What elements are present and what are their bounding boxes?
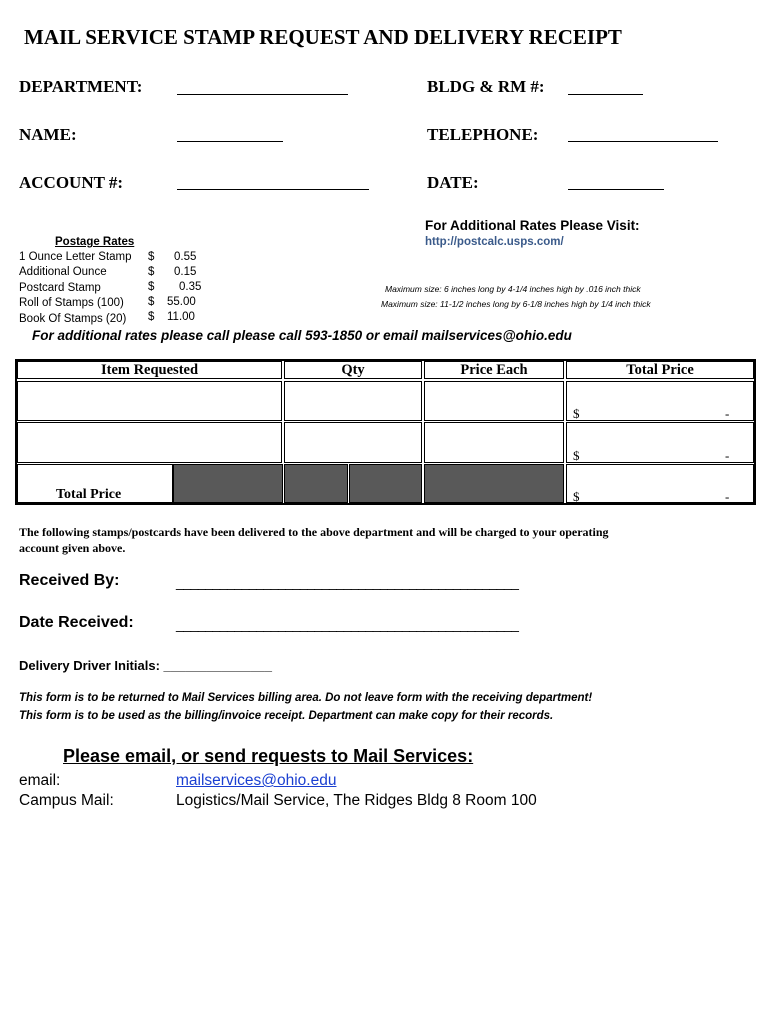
rate-name: Postcard Stamp — [19, 282, 101, 294]
telephone-field[interactable] — [568, 141, 718, 142]
header-total-price: Total Price — [626, 362, 694, 378]
rate-name: Additional Ounce — [19, 266, 107, 278]
grand-total-cell — [566, 464, 754, 503]
driver-initials-field[interactable]: Delivery Driver Initials: _______________ — [19, 658, 272, 673]
total-cell — [566, 422, 754, 463]
account-label: ACCOUNT #: — [19, 173, 124, 192]
rate-currency: $ — [148, 251, 155, 263]
total-label-cell — [17, 464, 173, 503]
item-cell[interactable] — [17, 381, 282, 421]
header-cell — [424, 361, 564, 379]
header-cell — [17, 361, 282, 379]
bldg-rm-field[interactable] — [568, 94, 643, 95]
header-cell — [284, 361, 422, 379]
rate-currency: $ — [148, 296, 155, 308]
shaded-cell — [173, 464, 283, 503]
grand-total-label: Total Price — [56, 487, 122, 502]
letter-max-size: Maximum size: 11-1/2 inches long by 6-1/8 inches high by 1/4 inch thick — [381, 299, 651, 309]
rate-price: 55.00 — [167, 296, 196, 308]
header-qty: Qty — [341, 362, 365, 378]
shaded-cell — [424, 464, 564, 503]
grand-total-value: - — [725, 489, 730, 504]
total-value: - — [725, 406, 730, 421]
date-label: DATE: — [427, 173, 479, 192]
department-field[interactable] — [177, 94, 348, 95]
shaded-cell — [349, 464, 422, 503]
postage-rates-heading: Postage Rates — [55, 236, 135, 248]
rate-currency: $ — [148, 311, 155, 323]
received-by-label: Received By: — [19, 572, 120, 589]
phone-note: For additional rates please call please call 593-1850 or email mailservices@ohio.edu — [32, 328, 572, 343]
return-note: This form is to be used as the billing/invoice receipt. Department can make copy for their records. — [19, 710, 554, 722]
postcalc-link[interactable]: http://postcalc.usps.com/ — [425, 236, 564, 248]
name-label: NAME: — [19, 125, 77, 144]
name-field[interactable] — [177, 141, 283, 142]
email-label: email: — [19, 772, 61, 789]
total-currency: $ — [573, 448, 580, 463]
price-each-cell[interactable] — [424, 381, 564, 421]
rate-currency: $ — [148, 281, 155, 293]
grand-total-currency: $ — [573, 489, 580, 504]
item-cell[interactable] — [17, 422, 282, 463]
account-field[interactable] — [177, 189, 369, 190]
rate-price: 0.15 — [174, 266, 197, 278]
send-requests-heading: Please email, or send requests to Mail Services: — [63, 746, 474, 766]
header-item: Item Requested — [100, 362, 199, 378]
rate-price: 0.35 — [179, 281, 202, 293]
rate-name: 1 Ounce Letter Stamp — [19, 251, 132, 263]
additional-rates-heading: For Additional Rates Please Visit: — [425, 218, 640, 233]
header-price-each: Price Each — [460, 362, 528, 378]
email-link[interactable]: mailservices@ohio.edu — [176, 772, 337, 789]
received-by-field[interactable]: _______________________________________________ — [176, 574, 519, 590]
delivery-notice: The following stamps/postcards have been delivered to the above department and will be charged to your operating account given above. — [19, 525, 609, 555]
total-currency: $ — [573, 406, 580, 421]
rate-currency: $ — [148, 266, 155, 278]
date-field[interactable] — [568, 189, 664, 190]
bldg-rm-label: BLDG & RM #: — [427, 77, 545, 96]
total-value: - — [725, 448, 730, 463]
rate-price: 11.00 — [167, 311, 195, 323]
campus-mail-address: Logistics/Mail Service, The Ridges Bldg 8 Room 100 — [176, 792, 537, 809]
header-cell — [566, 361, 754, 379]
qty-cell[interactable] — [284, 381, 422, 421]
total-cell — [566, 381, 754, 421]
rate-price: 0.55 — [174, 251, 197, 263]
telephone-label: TELEPHONE: — [427, 125, 539, 144]
form-title: MAIL SERVICE STAMP REQUEST AND DELIVERY RECEIPT — [24, 25, 622, 49]
rate-name: Roll of Stamps (100) — [19, 297, 124, 309]
price-each-cell[interactable] — [424, 422, 564, 463]
shaded-cell — [284, 464, 348, 503]
campus-mail-label: Campus Mail: — [19, 792, 114, 809]
date-received-field[interactable]: _______________________________________________ — [176, 616, 519, 632]
date-received-label: Date Received: — [19, 614, 134, 631]
rate-name: Book Of Stamps (20) — [19, 313, 127, 325]
return-note: This form is to be returned to Mail Services billing area. Do not leave form with the receiving department! — [19, 692, 593, 704]
department-label: DEPARTMENT: — [19, 77, 143, 96]
qty-cell[interactable] — [284, 422, 422, 463]
postcard-max-size: Maximum size: 6 inches long by 4-1/4 inches high by .016 inch thick — [385, 284, 641, 294]
